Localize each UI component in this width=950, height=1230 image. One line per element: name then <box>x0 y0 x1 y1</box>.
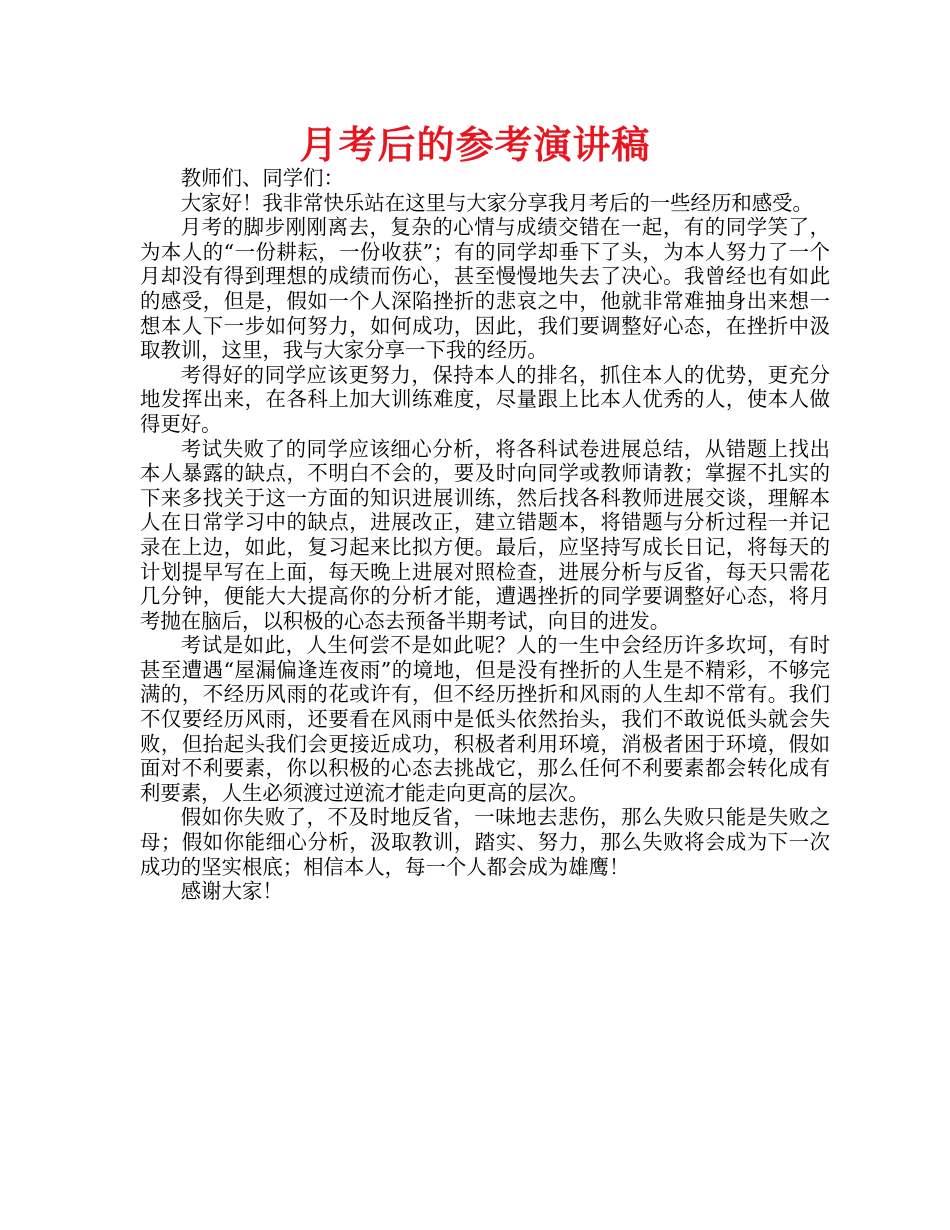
paragraph-reflection: 月考的脚步刚刚离去，复杂的心情与成绩交错在一起，有的同学笑了，为本人的“一份耕耘，一份收获”；有的同学却垂下了头，为本人努力了一个月却没有得到理想的成绩而伤心，甚至慢慢地失去了决心。我曾经也有如此的感受，但是，假如一个人深陷挫折的悲哀之中，他就非常难抽身出来想一想本人下一步如何努力，如何成功，因此，我们要调整好心态，在挫折中汲取教训，这里，我与大家分享一下我的经历。 <box>140 215 830 363</box>
paragraph-advice-failed: 考试失败了的同学应该细心分析，将各科试卷进展总结，从错题上找出本人暴露的缺点，不明白不会的，要及时向同学或教师请教；掌握不扎实的下来多找关于这一方面的知识进展训练，然后找各科教师进展交谈，理解本人在日常学习中的缺点，进展改正，建立错题本，将错题与分析过程一并记录在上边，如此，复习起来比拟方便。最后，应坚持写成长日记，将每天的计划提早写在上面，每天晚上进展对照检查，进展分析与反省，每天只需花几分钟，便能大大提高你的分析才能，遭遇挫折的同学要调整好心态，将月考抛在脑后，以积极的心态去预备半期考试，向目的进发。 <box>140 436 830 633</box>
paragraph-greeting: 大家好！我非常快乐站在这里与大家分享我月考后的一些经历和感受。 <box>180 190 813 215</box>
paragraph-advice-good-scores: 考得好的同学应该更努力，保持本人的排名，抓住本人的优势，更充分地发挥出来，在各科上加大训练难度，尽量跟上比本人优秀的人，使本人做得更好。 <box>140 362 830 436</box>
document-body <box>140 166 830 904</box>
paragraph-conclusion: 假如你失败了，不及时地反省，一味地去悲伤，那么失败只能是失败之母；假如你能细心分析，汲取教训，踏实、努力，那么失败将会成为下一次成功的坚实根底；相信本人，每一个人都会成为雄鹰！ <box>140 805 830 879</box>
document-title: 月考后的参考演讲稿 <box>299 123 651 167</box>
paragraph-life-lesson: 考试是如此，人生何尝不是如此呢？人的一生中会经历许多坎坷，有时甚至遭遇“屋漏偏逢连夜雨”的境地，但是没有挫折的人生是不精彩，不够完满的，不经历风雨的花或许有，但不经历挫折和风雨的人生却不常有。我们不仅要经历风雨，还要看在风雨中是低头依然抬头，我们不敢说低头就会失败，但抬起头我们会更接近成功，积极者利用环境，消极者困于环境，假如面对不利要素，你以积极的心态去挑战它，那么任何不利要素都会转化成有利要素，人生必须渡过逆流才能走向更高的层次。 <box>140 633 830 805</box>
paragraph-salutation: 教师们、同学们： <box>180 166 344 190</box>
paragraph-thanks: 感谢大家！ <box>180 879 283 904</box>
